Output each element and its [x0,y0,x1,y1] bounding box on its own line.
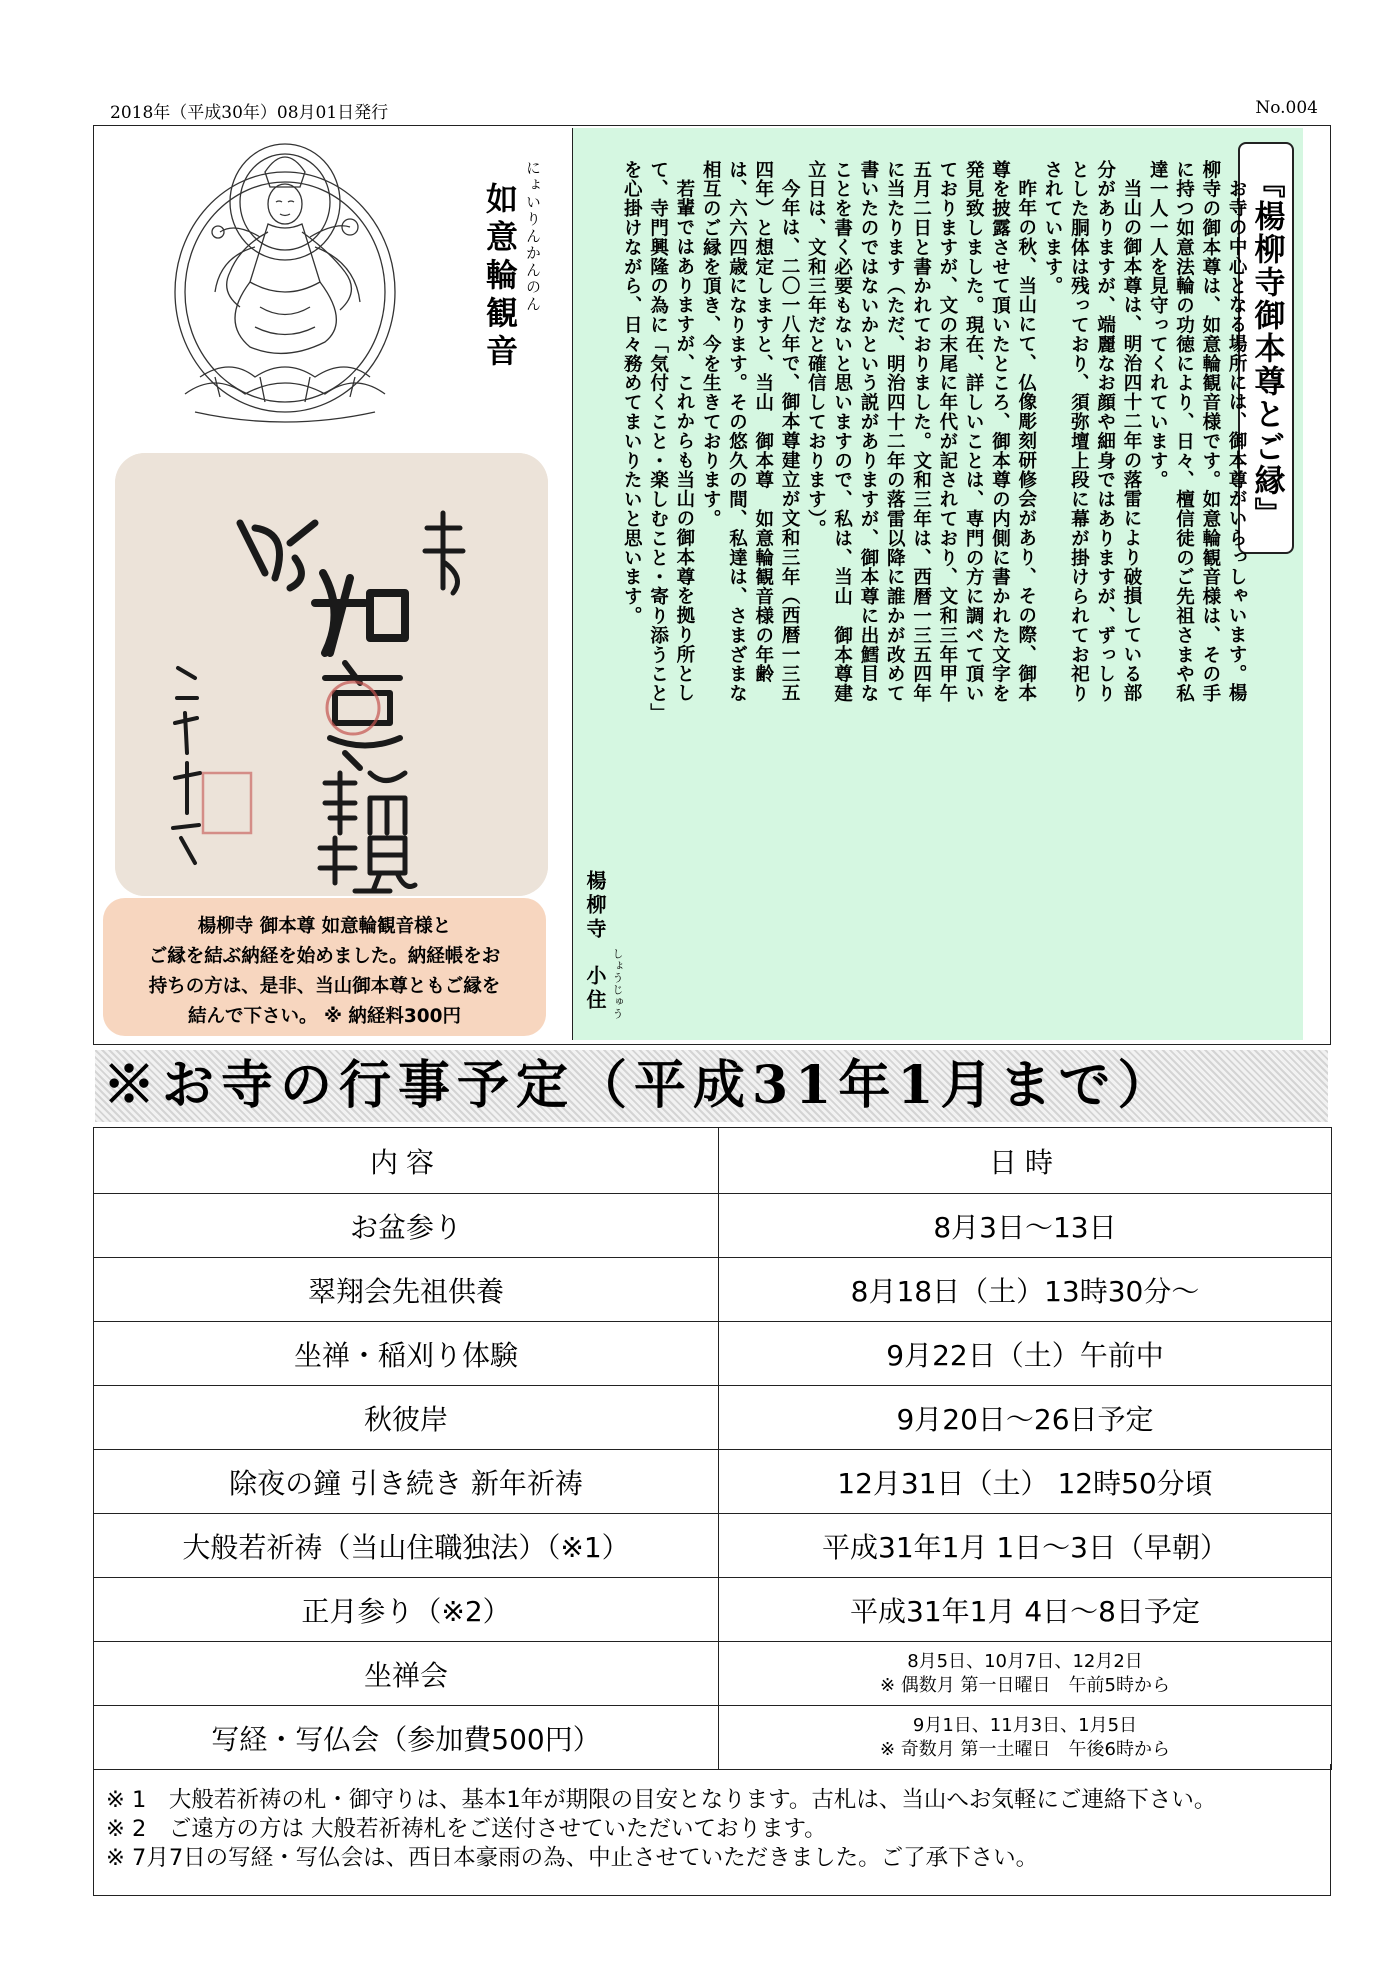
article-paragraph: 若輩ではありますが、これからも当山の御本尊を拠り所として、寺門興隆の為に「気付くこと・楽しむこと・寄り添うこと」を心掛けながら、日々務めてまいりたいと思います。 [621,160,695,714]
event-date-main: 8月5日、10月7日、12月2日 [907,1650,1143,1672]
table-row [94,1642,1332,1706]
article-title: 『楊柳寺御本尊とご縁』 [1248,166,1285,530]
article-paragraph: 今年は、二〇一八年で、御本尊建立が文和三年（西暦一三五四年）と想定しますと、当山 御本尊 如意輪観音様の年齢は、六六四歳になります。その悠久の間、私達は、さまざまな相互のご縁を頂き、今を生きております。 [700,160,801,704]
event-date: 9月20日～26日予定 [719,1386,1332,1450]
kannon-ruby: にょいりんかんのん [524,160,542,313]
event-date: 8月3日～13日 [719,1194,1332,1258]
event-date: 平成31年1月 1日～3日（早朝） [719,1514,1332,1578]
event-name: 除夜の鐘 引き続き 新年祈祷 [94,1450,719,1514]
kannon-name: 如意輪観音 [481,182,519,372]
table-header-row [94,1128,1332,1194]
event-date: 8月18日（土）13時30分～ [719,1258,1332,1322]
nokyo-note-line: 楊柳寺 御本尊 如意輪観音様と [197,916,452,937]
goshuin-image [115,453,548,896]
nokyo-note-line: ご縁を結ぶ納経を始めました。納経帳をお [148,946,501,967]
signature-title: 小住 [583,965,607,1013]
header-datetime: 日時 [719,1128,1332,1194]
nokyo-note-line: 結んで下さい。 ※ 納経料300円 [188,1006,461,1027]
table-row [94,1194,1332,1258]
table-row [94,1386,1332,1450]
events-banner-title: ※お寺の行事予定（平成31年1月まで） [103,1055,1177,1116]
table-row [94,1514,1332,1578]
kannon-illustration [160,132,410,432]
table-row [94,1578,1332,1642]
event-name: 大般若祈祷（当山住職独法）（※1） [94,1514,719,1578]
event-date-main: 9月1日、11月3日、1月5日 [912,1714,1138,1736]
event-date [719,1642,1332,1706]
issue-date: 2018年（平成30年）08月01日発行 [110,103,389,123]
event-name: 写経・写仏会（参加費500円） [94,1706,719,1770]
event-date [719,1706,1332,1770]
event-date-note: ※ 偶数月 第一日曜日 午前5時から [880,1674,1170,1696]
event-date: 12月31日（土） 12時50分頃 [719,1450,1332,1514]
signature-temple: 楊柳寺 [583,870,607,942]
event-name: お盆参り [94,1194,719,1258]
event-name: 正月参り（※2） [94,1578,719,1642]
events-table [93,1127,1332,1770]
note-line: ※ 2 ご遠方の方は 大般若祈祷札をご送付させていただいております。 [106,1816,827,1842]
header-content: 内容 [94,1128,719,1194]
event-name: 坐禅会 [94,1642,719,1706]
event-name: 秋彼岸 [94,1386,719,1450]
event-name: 坐禅・稲刈り体験 [94,1322,719,1386]
issue-number: No.004 [1255,98,1318,118]
signature-ruby: しょうじゅう [611,948,624,1020]
table-row [94,1322,1332,1386]
table-row [94,1258,1332,1322]
note-line: ※ 7月7日の写経・写仏会は、西日本豪雨の為、中止させていただきました。ご了承下さい。 [106,1845,1039,1871]
event-date: 9月22日（土）午前中 [719,1322,1332,1386]
event-notes [93,1764,1331,1896]
event-date: 平成31年1月 4日～8日予定 [719,1578,1332,1642]
table-row [94,1706,1332,1770]
table-row [94,1450,1332,1514]
event-name: 翠翔会先祖供養 [94,1258,719,1322]
article-body [618,160,1249,720]
article-paragraph: 昨年の秋、当山にて、仏像彫刻研修会があり、その際、御本尊を披露させて頂いたところ、御本尊の内側に書かれた文字を発見致しました。現在、詳しいことは、専門の方に調べて頂いておりますが、文の末尾に年代が記されており、文和三年甲午五月二日と書かれておりました。文和三年は、西暦一三五四年に当たります（ただ、明治四十二年の落雷以降に誰かが改めて書いたのではないかという説がありますが、御本尊に出鱈目なことを書く必要もないと思いますので、私は、当山 御本尊建立日は、文和三年だと確信しております）。 [805,160,1037,704]
event-date-note: ※ 奇数月 第一土曜日 午後6時から [880,1738,1170,1760]
nokyo-note [103,898,546,1036]
nokyo-note-line: 持ちの方は、是非、当山御本尊ともご縁を [148,976,501,997]
article-paragraph: お寺の中心となる場所には、御本尊がいらっしゃいます。楊柳寺の御本尊は、如意輪観音様です。如意輪観音様は、その手に持つ如意法輪の功徳により、日々、檀信徒のご先祖さまや私達一人一人を見守ってくれています。 [1147,160,1248,704]
note-line: ※ 1 大般若祈祷の札・御守りは、基本1年が期限の目安となります。古札は、当山へお気軽にご連絡下さい。 [106,1787,1217,1813]
events-banner [95,1050,1328,1122]
article-paragraph: 当山の御本尊は、明治四十二年の落雷により破損している部分がありますが、端麗なお顔や細身ではありますが、ずっしりとした胴体は残っており、須弥壇上段に幕が掛けられてお祀りされています。 [1042,160,1142,704]
